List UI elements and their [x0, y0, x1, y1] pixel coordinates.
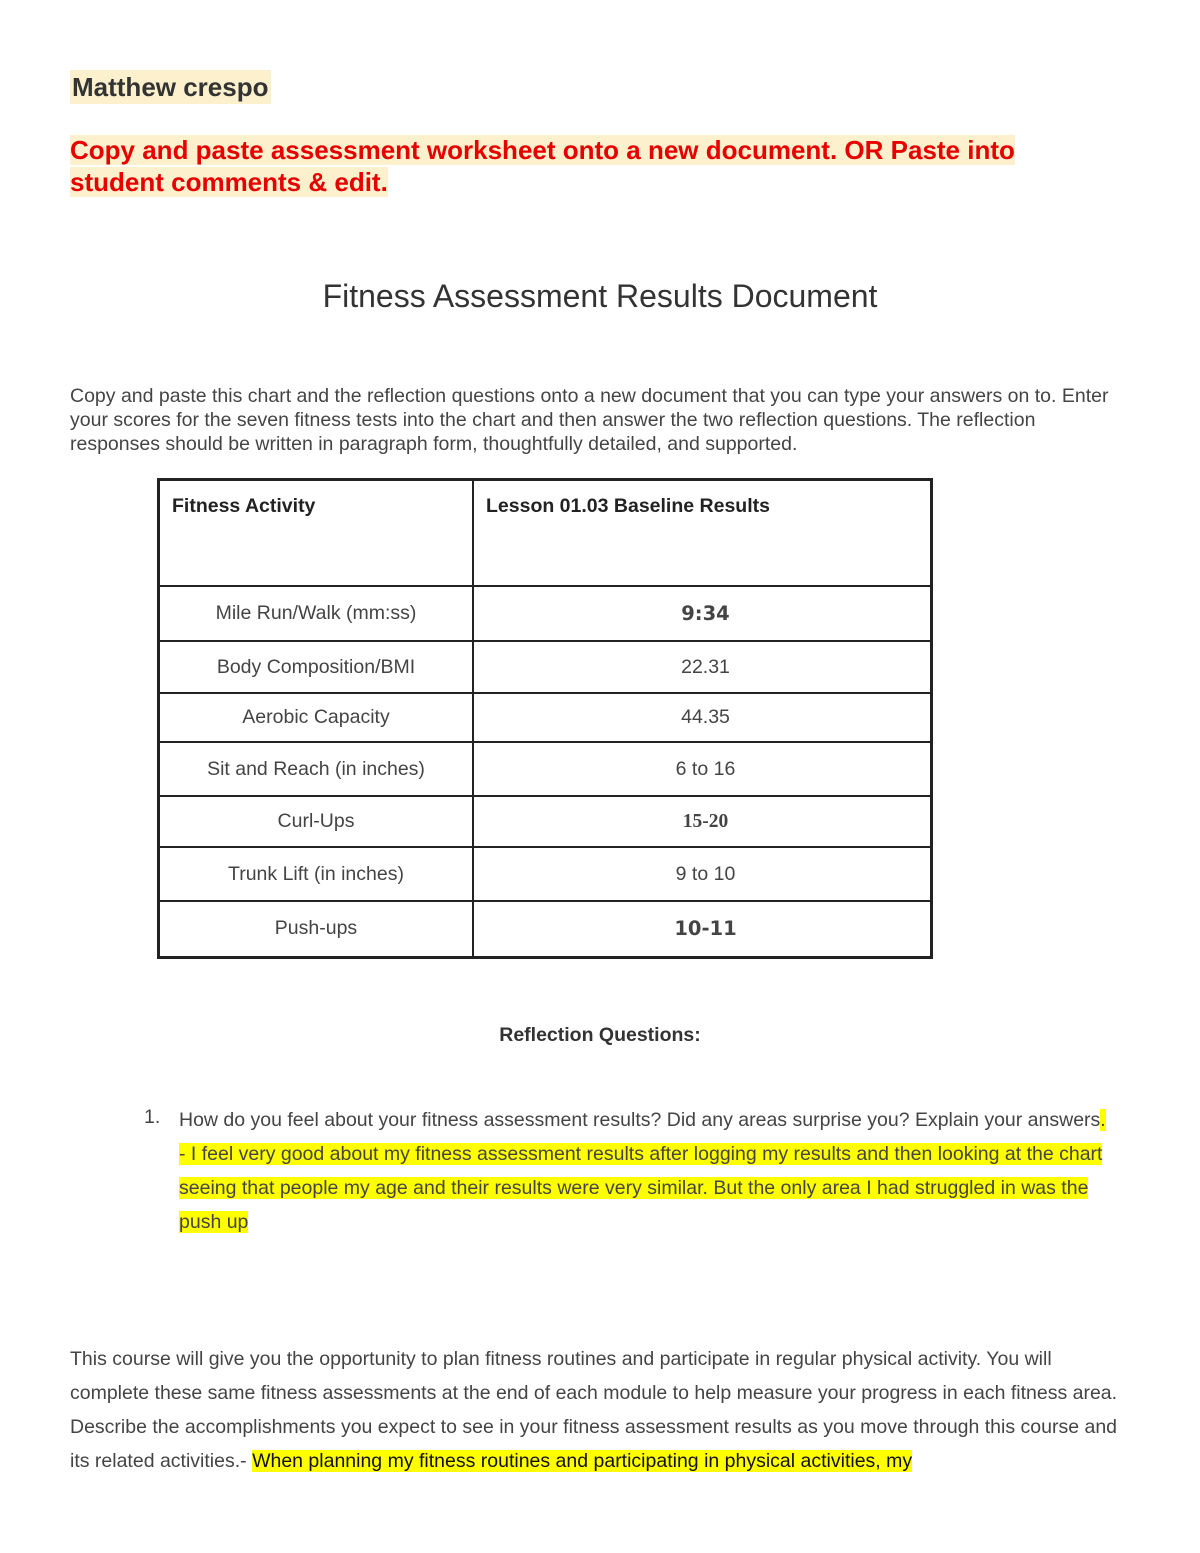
table-row	[159, 693, 932, 742]
closing-answer-highlight: When planning my fitness routines and participating in physical activities, my	[252, 1450, 913, 1472]
activity-cell: Trunk Lift (in inches)	[159, 847, 474, 901]
table-row	[159, 901, 932, 957]
result-cell: 9 to 10	[473, 847, 932, 901]
table-row	[159, 796, 932, 847]
closing-paragraph	[70, 1342, 1135, 1478]
author-name: Matthew crespo	[72, 72, 269, 102]
document-title: Fitness Assessment Results Document	[322, 278, 878, 314]
instruction-text	[70, 134, 1090, 198]
activity-cell: Curl-Ups	[159, 796, 474, 847]
activity-cell: Mile Run/Walk (mm:ss)	[159, 586, 474, 641]
closing-prompt: This course will give you the opportunity to plan fitness routines and participate in regular physical activity. You will complete these same fitness assessments at the end of each module to help measure your progress in each fitness area. Describe the accomplishments you expect to see in your fitness assessment results as you move through this course and its related activities.-	[70, 1348, 1118, 1472]
intro-paragraph: Copy and paste this chart and the reflection questions onto a new document that you can type your answers on to. Enter your scores for the seven fitness tests into the chart and then answer the two reflection questions. The reflection responses should be written in paragraph form, thoughtfully detailed, and supported.	[70, 385, 1109, 455]
result-cell: 15-20	[473, 796, 932, 847]
header-fitness-activity: Fitness Activity	[159, 480, 474, 587]
results-table	[157, 478, 933, 959]
question-number: 1.	[144, 1106, 161, 1128]
instruction-highlight: Copy and paste assessment worksheet onto a new document. OR Paste into student comments & edit.	[70, 135, 1015, 197]
result-cell: 22.31	[473, 641, 932, 693]
activity-cell: Body Composition/BMI	[159, 641, 474, 693]
header-baseline-results: Lesson 01.03 Baseline Results	[473, 480, 932, 587]
reflection-heading: Reflection Questions:	[499, 1024, 701, 1046]
activity-cell: Push-ups	[159, 901, 474, 957]
answer-highlight: . - I feel very good about my fitness assessment results after logging my results and then looking at the chart seeing that people my age and their results were very similar. But the only area I had struggled in was the push up	[179, 1109, 1106, 1233]
result-cell: 44.35	[473, 693, 932, 742]
table-row	[159, 742, 932, 796]
table-header-row	[159, 480, 932, 587]
table-row	[159, 586, 932, 641]
table-row	[159, 847, 932, 901]
table-row	[159, 641, 932, 693]
question-text: How do you feel about your fitness assessment results? Did any areas surprise you? Explain your answers	[179, 1109, 1101, 1131]
result-cell: 6 to 16	[473, 742, 932, 796]
activity-cell: Aerobic Capacity	[159, 693, 474, 742]
question-1	[179, 1103, 1109, 1239]
activity-cell: Sit and Reach (in inches)	[159, 742, 474, 796]
result-cell: 10-11	[473, 901, 932, 957]
result-cell: 9:34	[473, 586, 932, 641]
